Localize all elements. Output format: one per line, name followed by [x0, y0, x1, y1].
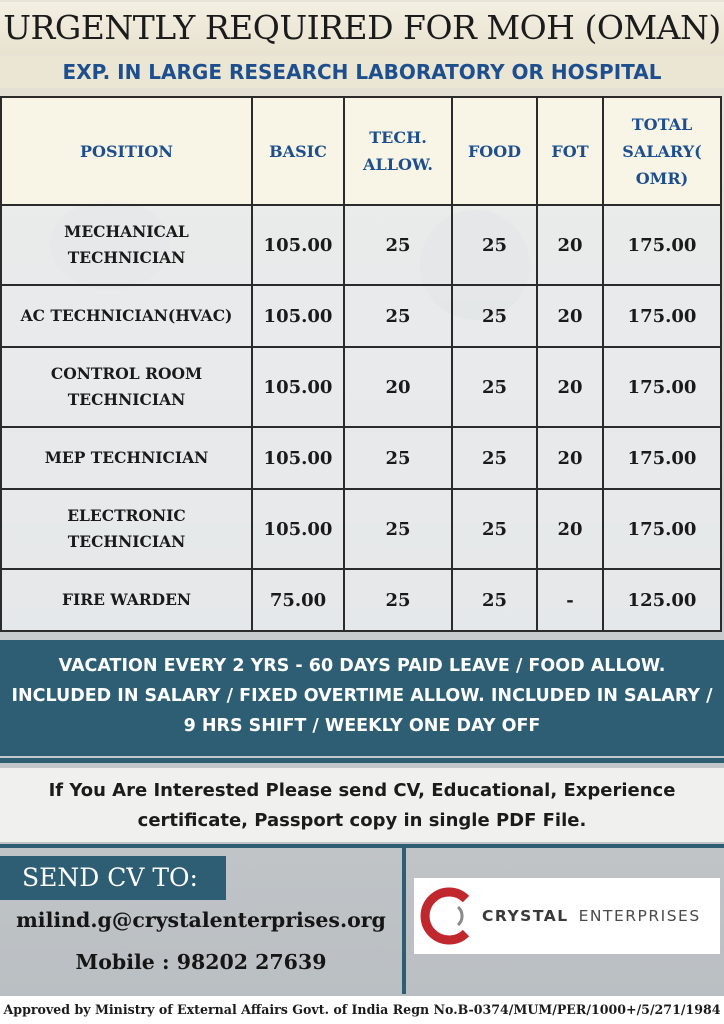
divider: [402, 848, 406, 994]
cell-fot: 20: [537, 285, 603, 347]
col-header-total-salary: TOTAL SALARY( OMR): [603, 97, 721, 205]
page-title: URGENTLY REQUIRED FOR MOH (OMAN): [0, 2, 724, 54]
col-header-fot: FOT: [537, 97, 603, 205]
cell-basic: 105.00: [252, 489, 344, 569]
cell-basic: 105.00: [252, 285, 344, 347]
cell-basic: 75.00: [252, 569, 344, 631]
divider: [0, 758, 724, 763]
cell-total: 175.00: [603, 427, 721, 489]
logo-suffix: ENTERPRISES: [578, 907, 701, 925]
cell-position: ELECTRONIC TECHNICIAN: [1, 489, 252, 569]
table-header-row: [1, 97, 721, 205]
cell-food: 25: [452, 489, 537, 569]
logo-wordmark: [482, 907, 701, 925]
table-row: [1, 347, 721, 427]
table-row: [1, 569, 721, 631]
cell-fot: -: [537, 569, 603, 631]
cell-total: 175.00: [603, 285, 721, 347]
cell-fot: 20: [537, 347, 603, 427]
cell-total: 175.00: [603, 205, 721, 285]
cell-tech-allow: 25: [344, 285, 452, 347]
cell-food: 25: [452, 205, 537, 285]
cell-food: 25: [452, 347, 537, 427]
cell-fot: 20: [537, 205, 603, 285]
cell-food: 25: [452, 427, 537, 489]
col-header-basic: BASIC: [252, 97, 344, 205]
page-subtitle: EXP. IN LARGE RESEARCH LABORATORY OR HOSPITAL: [0, 56, 724, 88]
cell-position: FIRE WARDEN: [1, 569, 252, 631]
cell-basic: 105.00: [252, 205, 344, 285]
divider: [0, 844, 724, 848]
cell-tech-allow: 25: [344, 569, 452, 631]
col-header-food: FOOD: [452, 97, 537, 205]
cell-total: 125.00: [603, 569, 721, 631]
cell-position: MEP TECHNICIAN: [1, 427, 252, 489]
cell-tech-allow: 25: [344, 489, 452, 569]
cell-basic: 105.00: [252, 347, 344, 427]
table-row: [1, 285, 721, 347]
logo-name: CRYSTAL: [482, 907, 569, 925]
application-instructions: If You Are Interested Please send CV, Educational, Experience certificate, Passport copy in single PDF File.: [0, 768, 724, 842]
cell-food: 25: [452, 285, 537, 347]
cell-fot: 20: [537, 489, 603, 569]
company-logo: [414, 878, 720, 954]
col-header-tech-allow: TECH. ALLOW.: [344, 97, 452, 205]
cell-fot: 20: [537, 427, 603, 489]
cell-position: AC TECHNICIAN(HVAC): [1, 285, 252, 347]
cell-food: 25: [452, 569, 537, 631]
cell-tech-allow: 25: [344, 205, 452, 285]
contact-email[interactable]: milind.g@crystalenterprises.org: [16, 908, 386, 932]
benefits-banner: VACATION EVERY 2 YRS - 60 DAYS PAID LEAVE / FOOD ALLOW. INCLUDED IN SALARY / FIXED OVERTIME ALLOW. INCLUDED IN SALARY / 9 HRS SHIFT / WEEKLY ONE DAY OFF: [0, 640, 724, 756]
table-row: [1, 489, 721, 569]
table-row: [1, 427, 721, 489]
cell-basic: 105.00: [252, 427, 344, 489]
cell-position: MECHANICAL TECHNICIAN: [1, 205, 252, 285]
send-cv-label: SEND CV TO:: [0, 856, 226, 900]
approval-footer: Approved by Ministry of External Affairs Govt. of India Regn No.B-0374/MUM/PER/1000+/5/271/1984: [0, 996, 724, 1024]
cell-total: 175.00: [603, 489, 721, 569]
salary-table: [0, 96, 722, 632]
cell-position: CONTROL ROOM TECHNICIAN: [1, 347, 252, 427]
table-row: [1, 205, 721, 285]
crystal-logo-icon: [414, 881, 484, 951]
cell-tech-allow: 20: [344, 347, 452, 427]
col-header-position: POSITION: [1, 97, 252, 205]
cell-total: 175.00: [603, 347, 721, 427]
contact-mobile[interactable]: Mobile : 98202 27639: [75, 950, 327, 974]
cell-tech-allow: 25: [344, 427, 452, 489]
